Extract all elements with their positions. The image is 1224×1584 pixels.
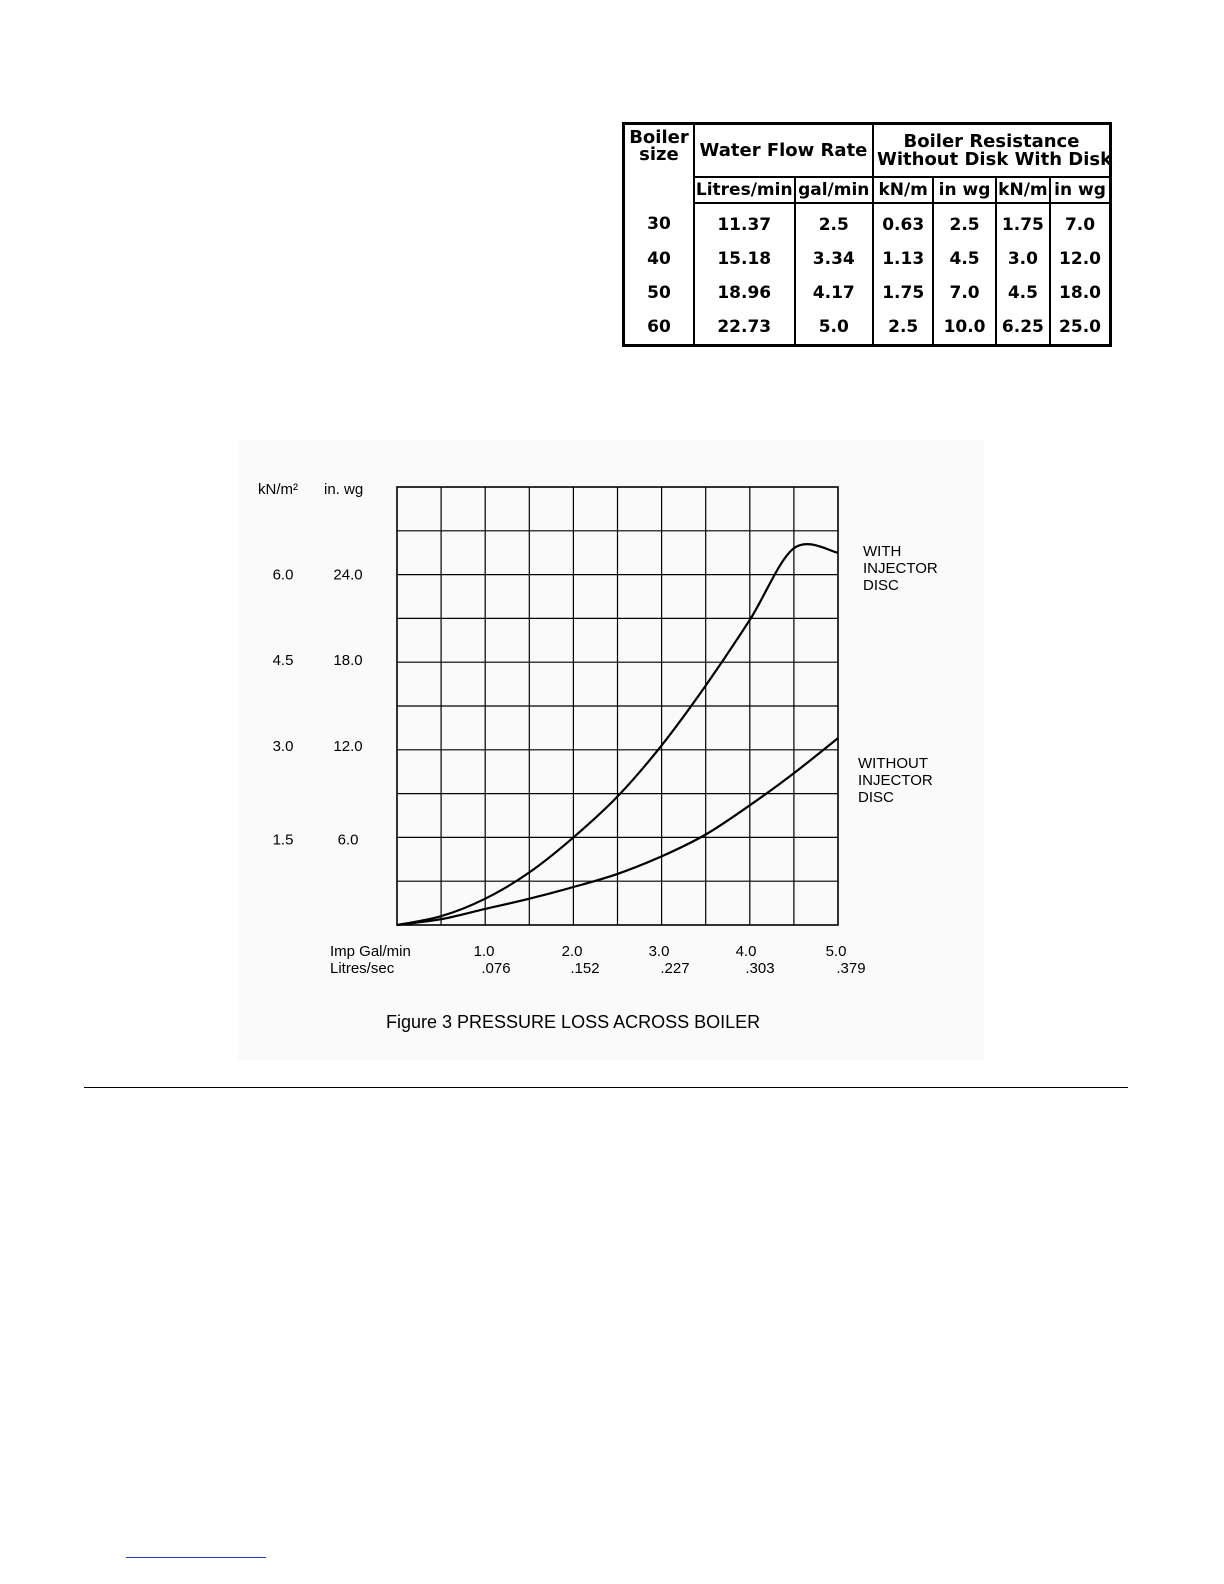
- y-tick-label-kn: 4.5: [272, 652, 294, 670]
- table-cell: 5.0: [795, 310, 873, 346]
- table-header-row-1: [624, 124, 1111, 178]
- table-cell: 30: [624, 203, 694, 242]
- x-tick-label-lps: .303: [745, 960, 775, 977]
- boiler-spec-table: [622, 122, 1112, 347]
- footer-link-underline: [126, 1557, 266, 1558]
- series-label-without-injector-disc: DISC: [858, 789, 894, 806]
- table-cell: 12.0: [1050, 242, 1110, 276]
- table-cell: 7.0: [1050, 203, 1110, 242]
- x-tick-label-gal: 2.0: [561, 943, 583, 960]
- x-axis-label-lps: Litres/sec: [330, 960, 395, 977]
- x-tick-label-gal: 5.0: [825, 943, 847, 960]
- y-tick-label-inwg: 24.0: [333, 566, 363, 584]
- header-boiler-resistance-title: Boiler Resistance: [903, 130, 1080, 152]
- x-axis-label-gal: Imp Gal/min: [330, 943, 411, 960]
- unit-header: in wg: [1050, 177, 1110, 203]
- table-cell: 3.34: [795, 242, 873, 276]
- series-label-with-injector-disc: WITH: [863, 543, 902, 560]
- header-without-disk: Without Disk: [877, 148, 1009, 170]
- x-tick-label-gal: 1.0: [473, 943, 495, 960]
- table-cell: 11.37: [694, 203, 795, 242]
- y-axis-label-kn: kN/m²: [258, 481, 298, 498]
- figure-panel: [238, 440, 984, 1060]
- header-water-flow-rate: Water Flow Rate: [694, 124, 873, 178]
- unit-header: Litres/min: [694, 177, 795, 203]
- x-tick-label-lps: .076: [481, 960, 511, 977]
- table-row: [624, 203, 1111, 242]
- x-tick-label-lps: .152: [570, 960, 600, 977]
- chart-grid: [397, 487, 838, 925]
- y-tick-label-kn: 6.0: [272, 566, 294, 584]
- table-cell: 22.73: [694, 310, 795, 346]
- table-cell: 4.5: [933, 242, 995, 276]
- table-cell: 2.5: [933, 203, 995, 242]
- y-axis-label-inwg: in. wg: [324, 481, 364, 498]
- header-resistance-subheads: [874, 148, 1113, 170]
- header-boiler-resistance: [873, 124, 1111, 178]
- series-label-without-injector-disc: INJECTOR: [858, 772, 933, 789]
- unit-header: kN/m: [873, 177, 933, 203]
- table-cell: 50: [624, 276, 694, 310]
- x-tick-label-lps: .379: [836, 960, 866, 977]
- table-cell: 40: [624, 242, 694, 276]
- unit-header: in wg: [933, 177, 995, 203]
- header-boiler-size-line-1: Boiler: [629, 127, 689, 148]
- y-tick-label-inwg: 12.0: [333, 737, 363, 755]
- chart-labels: [258, 481, 938, 977]
- table-cell: 18.0: [1050, 276, 1110, 310]
- table-row: [624, 242, 1111, 276]
- x-tick-label-gal: 3.0: [648, 943, 670, 960]
- y-tick-label-kn: 1.5: [272, 831, 294, 849]
- header-empty-cell: [624, 177, 694, 203]
- y-tick-label-inwg: 6.0: [337, 831, 359, 849]
- header-with-disk: With Disk: [1014, 148, 1113, 170]
- series-label-with-injector-disc: DISC: [863, 577, 899, 594]
- table-cell: 10.0: [933, 310, 995, 346]
- table-cell: 4.17: [795, 276, 873, 310]
- table-cell: 0.63: [873, 203, 933, 242]
- table-cell: 4.5: [996, 276, 1050, 310]
- table-cell: 1.13: [873, 242, 933, 276]
- table-cell: 2.5: [873, 310, 933, 346]
- table-cell: 60: [624, 310, 694, 346]
- table-cell: 1.75: [873, 276, 933, 310]
- x-tick-label-gal: 4.0: [735, 943, 757, 960]
- table-header-row-2: [624, 177, 1111, 203]
- table-row: [624, 276, 1111, 310]
- unit-header: gal/min: [795, 177, 873, 203]
- series-label-with-injector-disc: INJECTOR: [863, 560, 938, 577]
- page-divider: [84, 1087, 1128, 1088]
- table-cell: 3.0: [996, 242, 1050, 276]
- table-cell: 2.5: [795, 203, 873, 242]
- figure-caption: Figure 3 PRESSURE LOSS ACROSS BOILER: [386, 1012, 761, 1032]
- unit-header: kN/m: [996, 177, 1050, 203]
- table-cell: 7.0: [933, 276, 995, 310]
- y-tick-label-kn: 3.0: [272, 737, 294, 755]
- series-label-without-injector-disc: WITHOUT: [858, 755, 928, 772]
- x-tick-label-lps: .227: [660, 960, 690, 977]
- pressure-loss-chart: [238, 440, 984, 1060]
- table-cell: 1.75: [996, 203, 1050, 242]
- table-cell: 25.0: [1050, 310, 1110, 346]
- table-cell: 18.96: [694, 276, 795, 310]
- table-cell: 15.18: [694, 242, 795, 276]
- header-boiler-size: [624, 124, 694, 178]
- header-boiler-size-line-2: size: [639, 144, 679, 166]
- table-cell: 6.25: [996, 310, 1050, 346]
- y-tick-label-inwg: 18.0: [333, 652, 363, 670]
- table-row: [624, 310, 1111, 346]
